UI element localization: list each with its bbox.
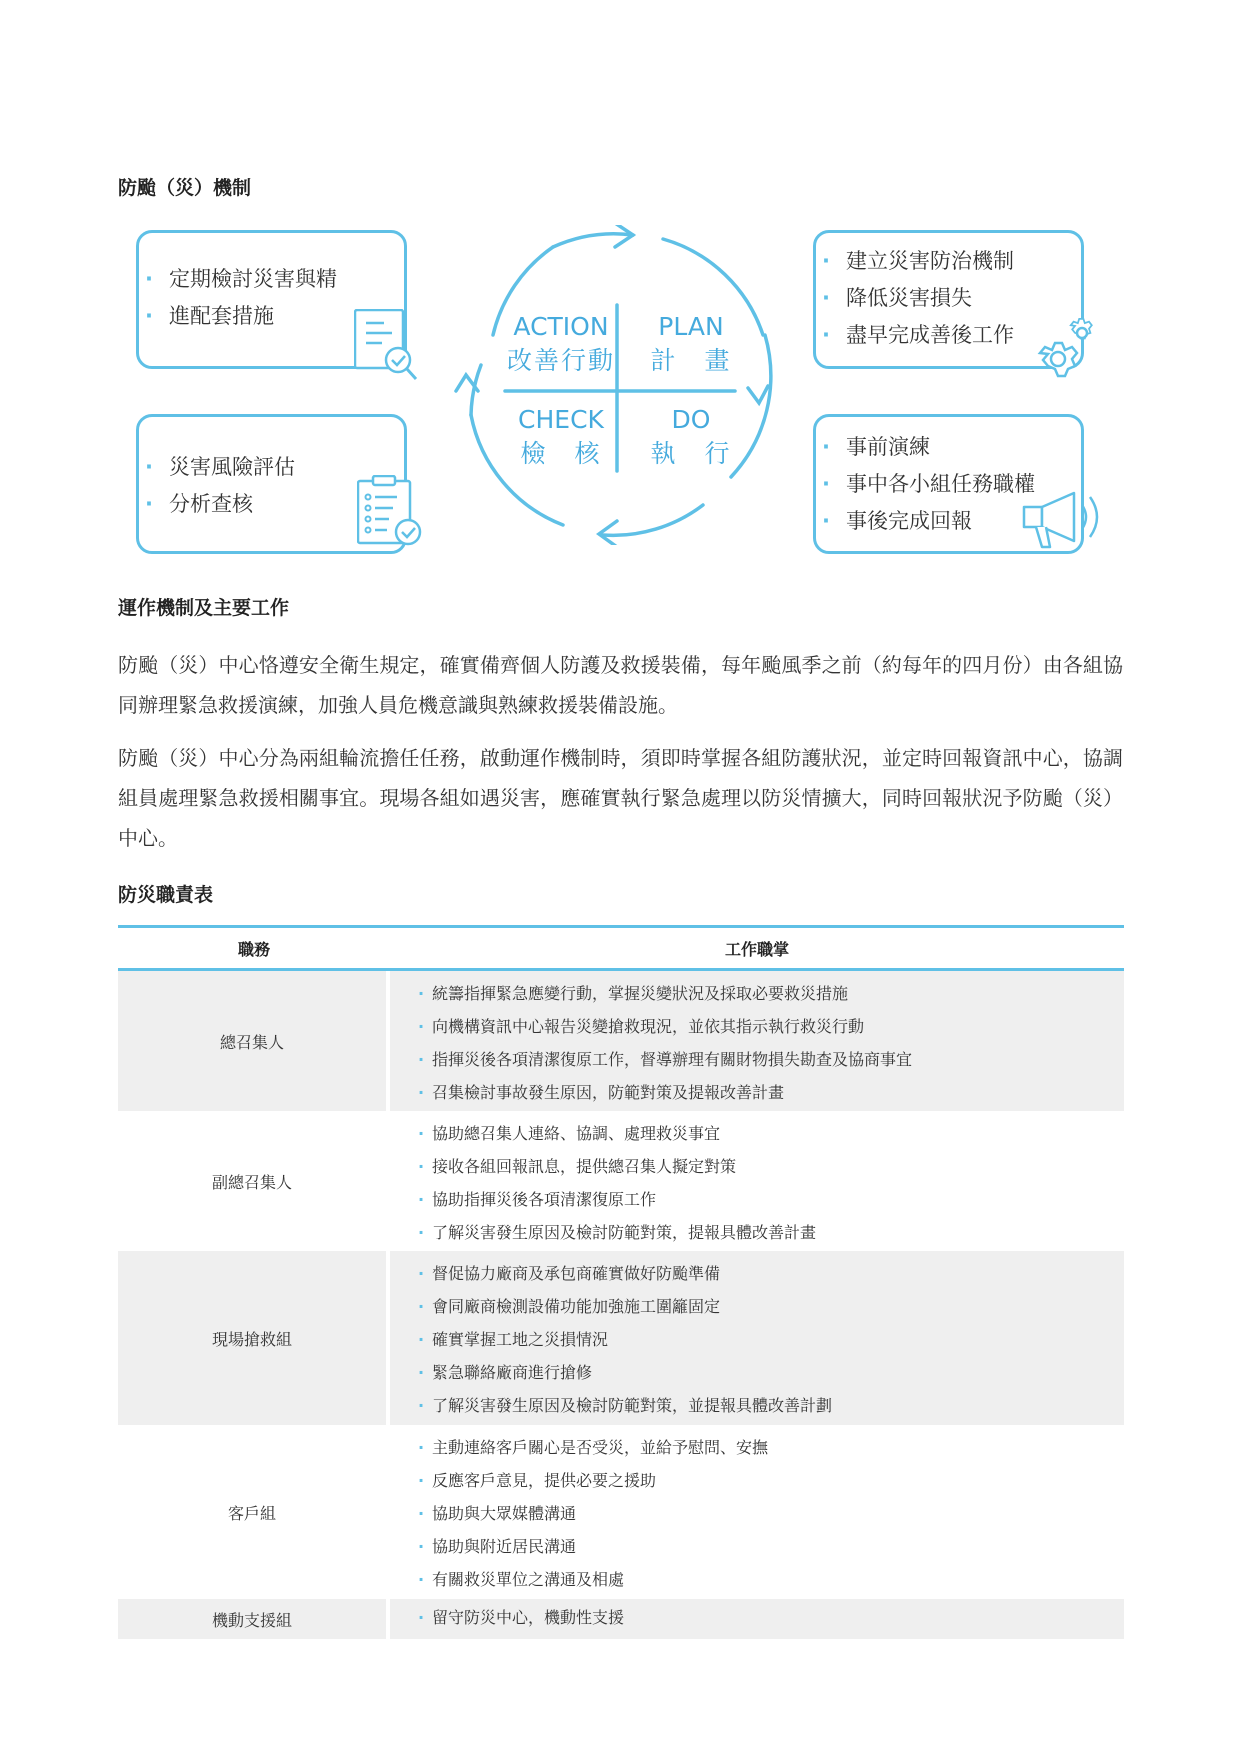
duty-item: · 統籌指揮緊急應變行動，掌握災變狀況及採取必要救災措施 xyxy=(418,977,1124,1010)
duty-item: · 督促協力廠商及承包商確實做好防颱準備 xyxy=(418,1257,1124,1290)
cycle-plan-en: PLAN xyxy=(658,312,724,341)
box-risk-assessment xyxy=(136,414,407,554)
table-row xyxy=(118,971,1124,1111)
header-role: 職務 xyxy=(237,939,270,959)
duty-item: · 協助與附近居民溝通 xyxy=(418,1530,1124,1563)
table-row xyxy=(118,1251,1124,1425)
box-prevention-mechanism xyxy=(813,230,1084,369)
box-item: · 定期檢討災害與精 xyxy=(139,261,404,298)
section-title-mechanism: 防颱（災）機制 xyxy=(118,177,252,199)
duty-item: · 主動連絡客戶關心是否受災，並給予慰問、安撫 xyxy=(418,1431,1124,1464)
box-review-measures xyxy=(136,230,407,369)
cycle-check-zh: 檢 核 xyxy=(520,439,602,468)
duty-item: · 接收各組回報訊息，提供總召集人擬定對策 xyxy=(418,1150,1124,1183)
pdca-cycle xyxy=(453,225,787,545)
paragraph: 防颱（災）中心恪遵安全衛生規定，確實備齊個人防護及救援裝備，每年颱風季之前（約每年的四月份）由各組協同辦理緊急救援演練，加強人員危機意識與熟練救援裝備設施。 xyxy=(118,653,1123,717)
duty-item: · 協助指揮災後各項清潔復原工作 xyxy=(418,1183,1124,1216)
role-cell: 總召集人 xyxy=(118,971,386,1111)
table-row xyxy=(118,1425,1124,1599)
gears-icon xyxy=(1030,313,1102,383)
duty-item: · 指揮災後各項清潔復原工作，督導辦理有關財物損失勘查及協商事宜 xyxy=(418,1043,1124,1076)
section-title-duty-table: 防災職責表 xyxy=(118,884,214,906)
duties-cell xyxy=(390,1425,1124,1599)
box-item: · 盡早完成善後工作 xyxy=(816,317,1081,354)
duty-item: · 有關救災單位之溝通及相處 xyxy=(418,1563,1124,1596)
cycle-arrows xyxy=(453,225,787,545)
box-item: · 分析查核 xyxy=(139,486,404,523)
duty-item: · 留守防災中心，機動性支援 xyxy=(418,1601,1124,1634)
duties-cell xyxy=(390,1599,1124,1639)
duty-item: · 確實掌握工地之災損情況 xyxy=(418,1323,1124,1356)
cycle-do-zh: 執 行 xyxy=(650,439,732,468)
box-item: · 事中各小組任務職權 xyxy=(816,466,1081,503)
duty-item: · 召集檢討事故發生原因，防範對策及提報改善計畫 xyxy=(418,1076,1124,1109)
box-item: · 進配套措施 xyxy=(139,298,404,335)
duty-item: · 向機構資訊中心報告災變搶救現況，並依其指示執行救災行動 xyxy=(418,1010,1124,1043)
clipboard-check-icon xyxy=(357,475,427,550)
cycle-check-en: CHECK xyxy=(518,405,604,434)
role-cell: 客戶組 xyxy=(227,1503,276,1523)
box-drill-reporting xyxy=(813,414,1084,554)
table-header xyxy=(118,925,1124,971)
duty-item: · 協助與大眾媒體溝通 xyxy=(418,1497,1124,1530)
section-title-operations: 運作機制及主要工作 xyxy=(118,597,290,619)
box-item: · 建立災害防治機制 xyxy=(816,243,1081,280)
duty-item: · 了解災害發生原因及檢討防範對策，提報具體改善計畫 xyxy=(418,1216,1124,1249)
cycle-action-zh: 改善行動 xyxy=(506,346,615,375)
table-row xyxy=(118,1111,1124,1251)
role-cell: 副總召集人 xyxy=(211,1172,292,1192)
megaphone-icon xyxy=(1022,489,1112,551)
table-row xyxy=(118,1599,1124,1639)
box-item: · 災害風險評估 xyxy=(139,449,404,486)
duty-item: · 緊急聯絡廠商進行搶修 xyxy=(418,1356,1124,1389)
duty-item: · 協助總召集人連絡、協調、處理救災事宜 xyxy=(418,1117,1124,1150)
duties-cell xyxy=(390,971,1124,1111)
box-item: · 事後完成回報 xyxy=(816,503,1081,540)
duty-item: · 了解災害發生原因及檢討防範對策，並提報具體改善計劃 xyxy=(418,1389,1124,1422)
role-cell: 機動支援組 xyxy=(118,1599,386,1639)
box-item: · 降低災害損失 xyxy=(816,280,1081,317)
duties-cell xyxy=(390,1111,1124,1251)
document-search-icon xyxy=(354,309,429,384)
cycle-action-en: ACTION xyxy=(513,312,609,341)
duties-cell xyxy=(390,1251,1124,1425)
role-cell: 現場搶救組 xyxy=(118,1251,386,1425)
duty-table xyxy=(118,925,1124,1639)
paragraph: 防颱（災）中心分為兩組輪流擔任任務，啟動運作機制時，須即時掌握各組防護狀況，並定時回報資訊中心，協調組員處理緊急救援相關事宜。現場各組如遇災害，應確實執行緊急處理以防災情擴大，同時回報狀況予防颱（災）中心。 xyxy=(118,746,1123,850)
cycle-do-en: DO xyxy=(671,405,711,434)
cycle-plan-zh: 計 畫 xyxy=(650,346,732,375)
duty-item: · 會同廠商檢測設備功能加強施工圍籬固定 xyxy=(418,1290,1124,1323)
duty-item: · 反應客戶意見，提供必要之援助 xyxy=(418,1464,1124,1497)
box-item: · 事前演練 xyxy=(816,429,1081,466)
header-duties: 工作職掌 xyxy=(724,939,789,959)
